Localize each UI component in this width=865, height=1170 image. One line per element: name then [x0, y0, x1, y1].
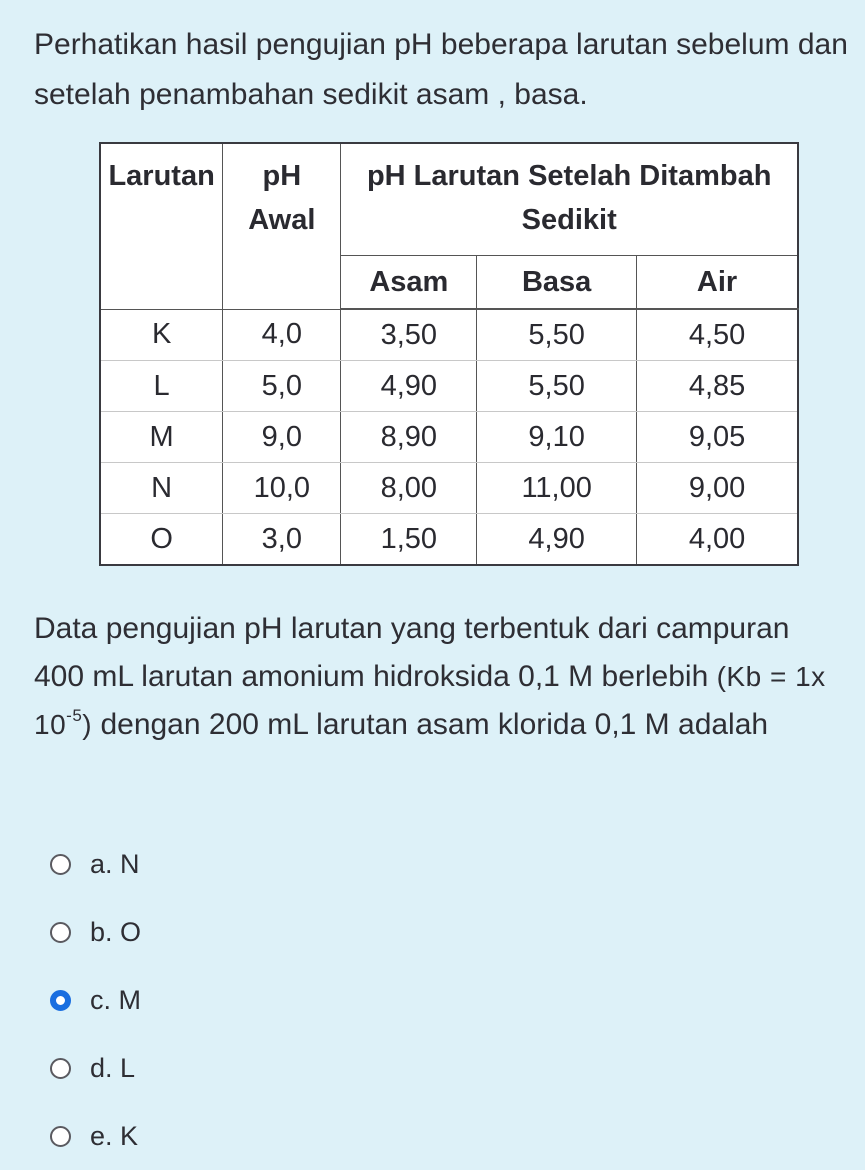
table-row [100, 412, 798, 463]
cell-basa: 9,10 [477, 412, 637, 463]
ph-data-table [99, 142, 799, 566]
answer-options [50, 830, 450, 1170]
option-d-label: d. L [90, 1052, 136, 1083]
header-ph-awal-line2: Awal [248, 204, 316, 236]
cell-asam: 4,90 [341, 361, 477, 412]
header-ph-awal-line1: pH [262, 160, 302, 192]
header-ph-after-line1: pH Larutan Setelah Ditambah [366, 160, 772, 192]
header-basa: Basa [477, 256, 637, 310]
table-row [100, 309, 798, 361]
header-asam: Asam [341, 256, 477, 310]
option-c[interactable] [50, 966, 450, 1034]
kb-exponent: -5 [66, 706, 83, 725]
radio-button-b[interactable] [50, 922, 71, 943]
header-ph-after [341, 143, 798, 256]
cell-larutan: M [100, 412, 223, 463]
cell-larutan: L [100, 361, 223, 412]
cell-basa: 11,00 [477, 463, 637, 514]
option-b[interactable] [50, 898, 450, 966]
radio-button-e[interactable] [50, 1126, 71, 1147]
cell-ph-awal: 9,0 [223, 412, 341, 463]
header-larutan-label: Larutan [108, 160, 215, 192]
radio-button-d[interactable] [50, 1058, 71, 1079]
option-d[interactable] [50, 1034, 450, 1102]
intro-text: Perhatikan hasil pengujian pH beberapa larutan sebelum dan setelah penambahan sedikit asam , basa. [34, 28, 848, 111]
option-b-label: b. O [90, 916, 142, 947]
cell-air: 9,00 [637, 463, 798, 514]
kb-open: (Kb = 1x 10 [34, 661, 826, 740]
cell-air: 4,85 [637, 361, 798, 412]
cell-air: 4,50 [637, 309, 798, 361]
header-larutan [100, 143, 223, 309]
cell-larutan: N [100, 463, 223, 514]
option-a[interactable] [50, 830, 450, 898]
table-row [100, 361, 798, 412]
option-e[interactable] [50, 1102, 450, 1170]
cell-basa: 4,90 [477, 514, 637, 566]
cell-ph-awal: 4,0 [223, 309, 341, 361]
cell-larutan: O [100, 514, 223, 566]
cell-ph-awal: 10,0 [223, 463, 341, 514]
cell-ph-awal: 3,0 [223, 514, 341, 566]
cell-basa: 5,50 [477, 309, 637, 361]
cell-ph-awal: 5,0 [223, 361, 341, 412]
table-row [100, 514, 798, 566]
header-ph-after-line2: Sedikit [521, 204, 617, 236]
cell-larutan: K [100, 309, 223, 361]
radio-button-c-selected[interactable] [50, 990, 71, 1011]
cell-air: 4,00 [637, 514, 798, 566]
radio-button-a[interactable] [50, 854, 71, 875]
cell-asam: 8,00 [341, 463, 477, 514]
option-e-label: e. K [90, 1120, 139, 1151]
table-row [100, 463, 798, 514]
question-part1: Data pengujian pH larutan yang terbentuk dari campuran 400 mL larutan amonium hidroksida 0,1 M berlebih [34, 612, 790, 693]
question-text [34, 605, 834, 749]
header-air: Air [637, 256, 798, 310]
header-ph-awal [223, 143, 341, 309]
cell-asam: 8,90 [341, 412, 477, 463]
cell-asam: 3,50 [341, 309, 477, 361]
kb-close: ) [82, 709, 93, 740]
option-a-label: a. N [90, 848, 140, 879]
cell-air: 9,05 [637, 412, 798, 463]
option-c-label: c. M [90, 984, 141, 1015]
cell-basa: 5,50 [477, 361, 637, 412]
question-part2: dengan 200 mL larutan asam klorida 0,1 M adalah [92, 708, 769, 741]
cell-asam: 1,50 [341, 514, 477, 566]
